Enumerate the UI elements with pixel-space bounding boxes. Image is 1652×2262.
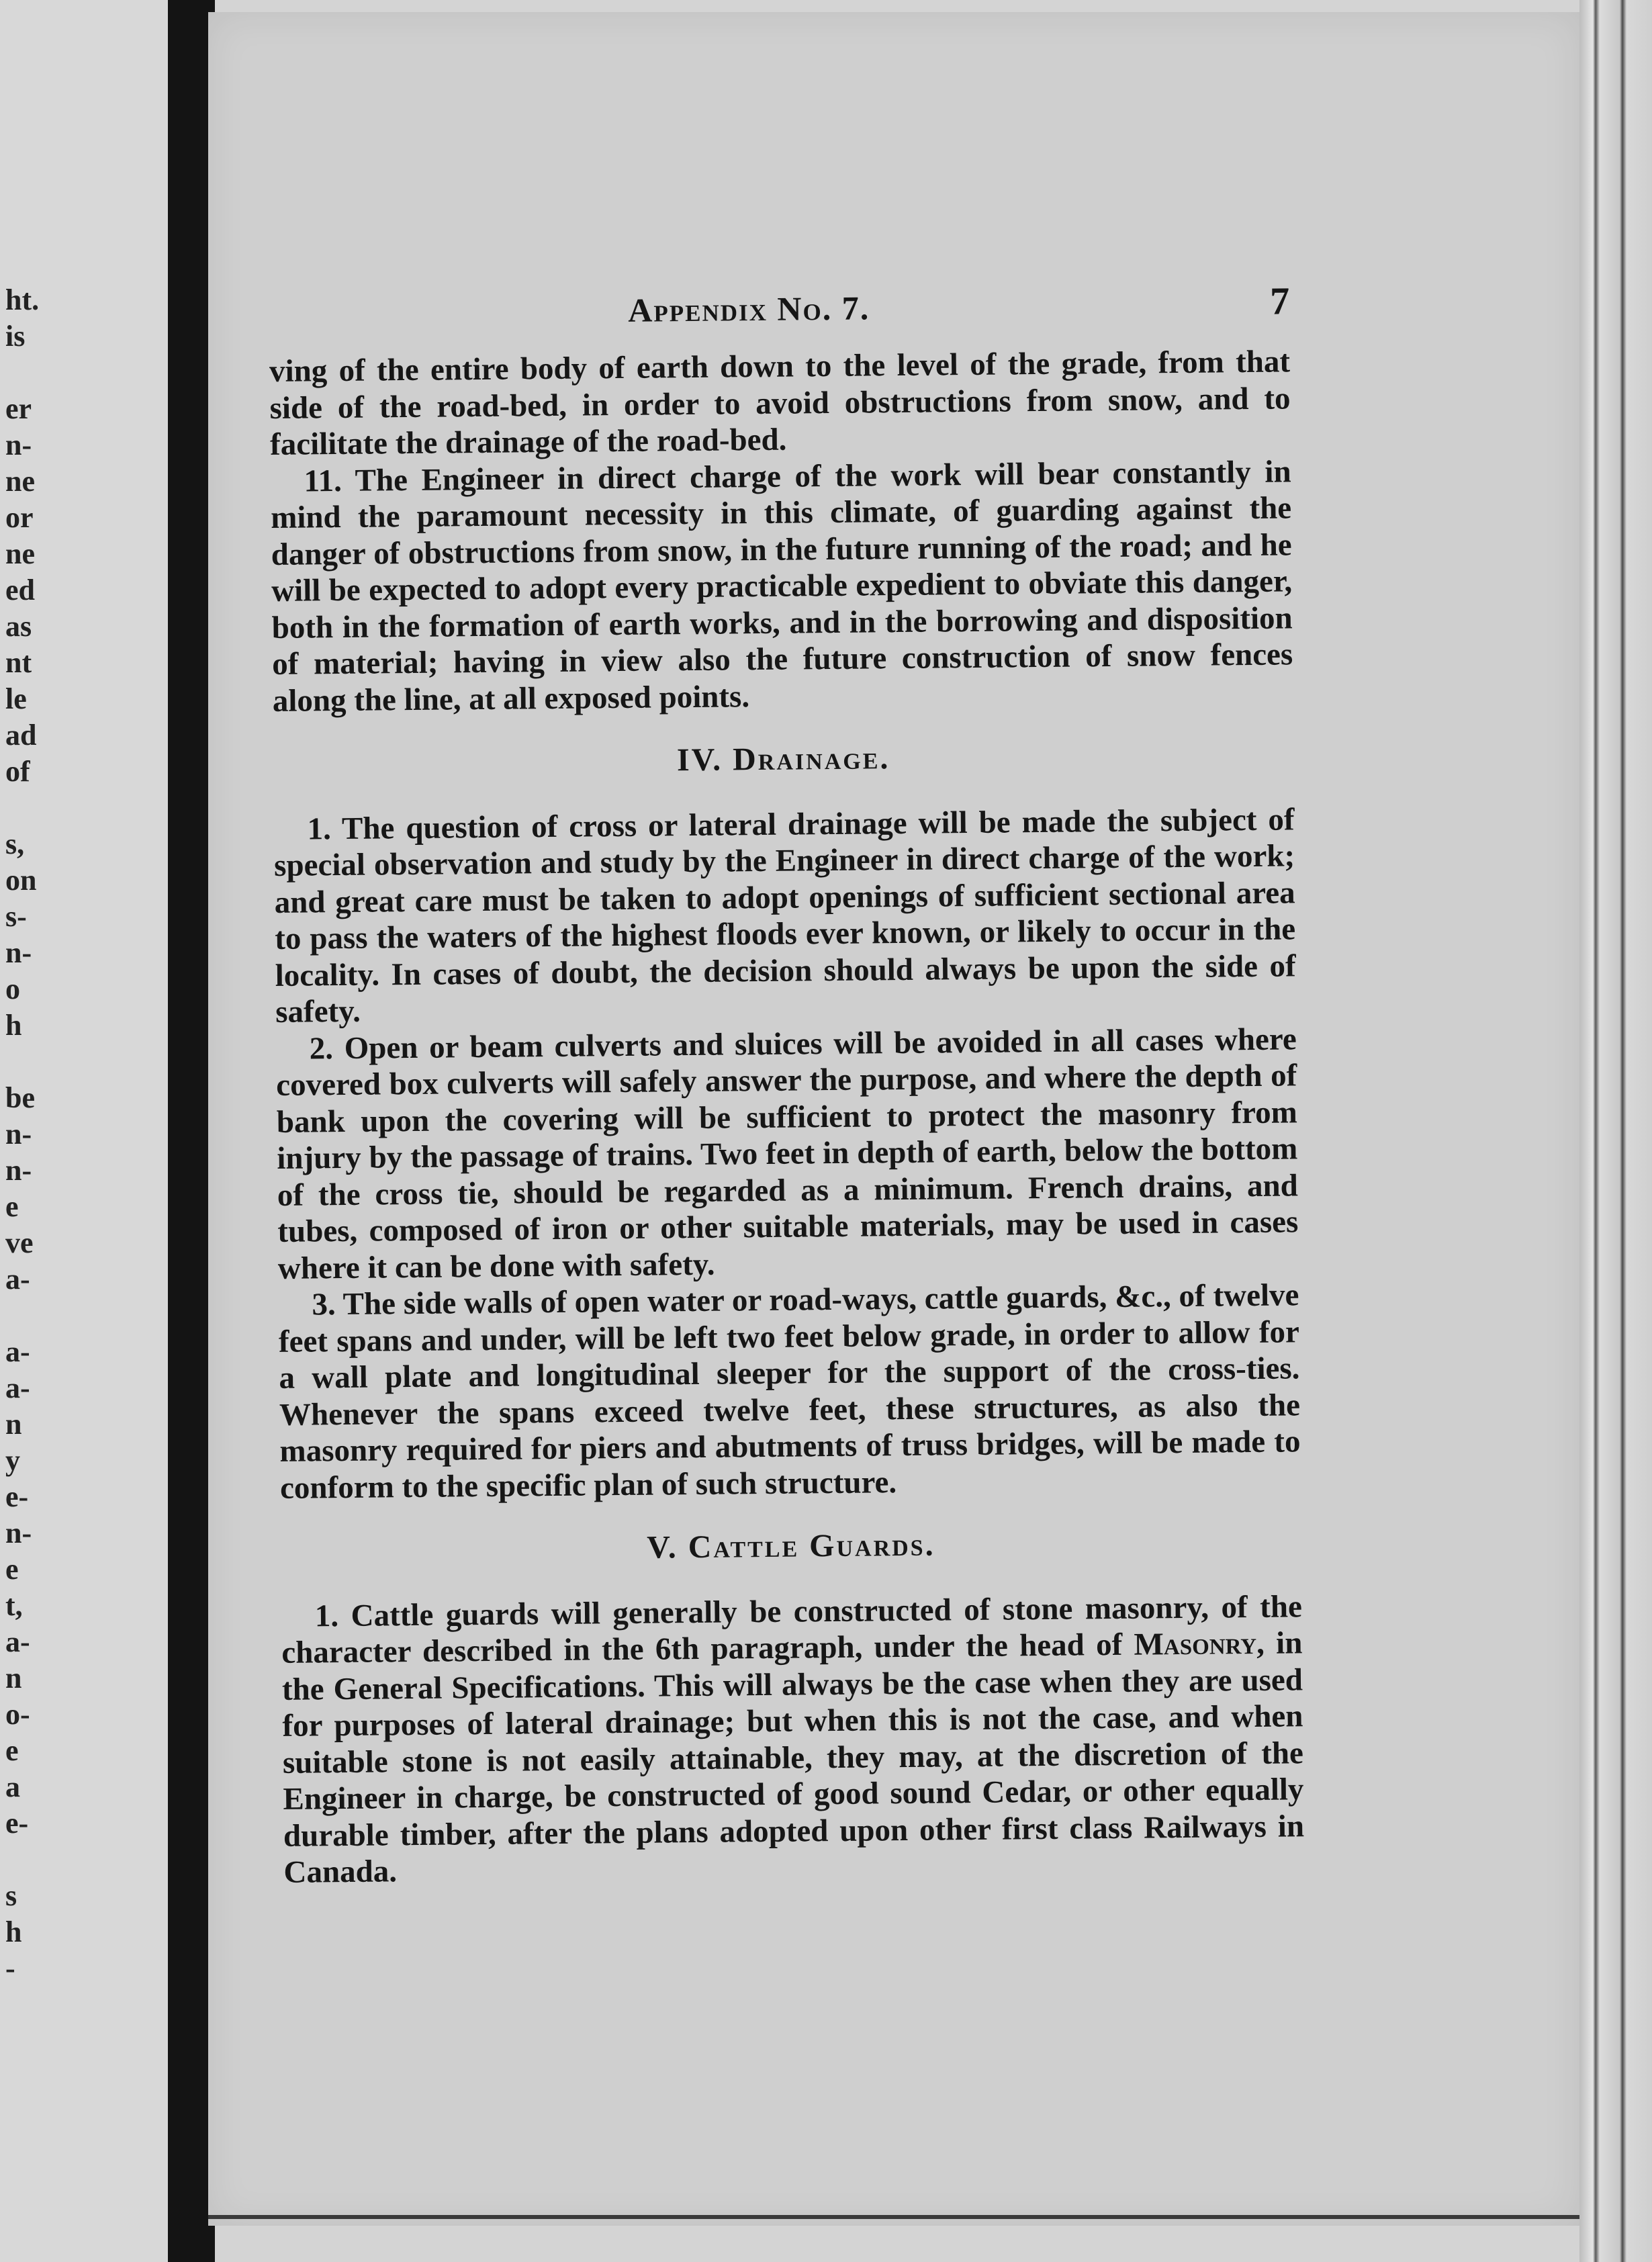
facing-page-fragment: e- — [5, 1807, 29, 1840]
facing-page-fragment: o- — [5, 1698, 30, 1731]
facing-page-fragment — [5, 1298, 167, 1334]
facing-page-fragment: ed — [5, 574, 35, 606]
facing-page-fragment: ve — [5, 1226, 34, 1259]
facing-page — [0, 0, 169, 2262]
facing-page-fragment: a- — [5, 1371, 30, 1404]
page-edge-stack — [1579, 0, 1652, 2262]
facing-page-fragment — [5, 355, 167, 391]
facing-page-fragment: a — [5, 1770, 20, 1803]
paragraph-text: 1. Cattle guards will generally be constructed of stone masonry, of the character described in the 6th paragraph, under the head of — [281, 1588, 1303, 1670]
facing-page-fragment: a- — [5, 1625, 30, 1658]
facing-page-fragment: e — [5, 1190, 19, 1223]
page-bottom-edge — [208, 2215, 1579, 2219]
section-heading-cattle-guards: V. Cattle Guards. — [646, 1527, 935, 1566]
facing-page-fragment: e — [5, 1734, 19, 1767]
facing-page-fragment: as — [5, 610, 32, 643]
facing-page-fragment: e- — [5, 1480, 29, 1513]
facing-page-fragment: n- — [5, 1517, 32, 1549]
facing-page-fragment: le — [5, 682, 27, 715]
facing-page-fragment: y — [5, 1444, 20, 1477]
facing-page-fragment: t, — [5, 1589, 23, 1622]
facing-page-fragment: be — [5, 1081, 35, 1114]
facing-page-fragment: on — [5, 864, 37, 897]
section-heading-drainage: IV. Drainage. — [676, 740, 890, 778]
continued-paragraph: ving of the entire body of earth down to the level of the grade, from that side of the road-bed, in order to avoid obstructions from snow, and to facilitate the drainage of the road-bed. — [269, 344, 1291, 462]
facing-page-fragment: ht. — [5, 283, 40, 316]
facing-page-fragment: h — [5, 1915, 22, 1948]
page-text-block — [269, 279, 1305, 1891]
facing-page-fragment: a- — [5, 1263, 30, 1296]
facing-page-fragment: n- — [5, 936, 32, 969]
facing-page-fragment: s- — [5, 900, 27, 933]
facing-page-fragment: of — [5, 755, 30, 788]
facing-page-fragment: n- — [5, 1118, 32, 1150]
facing-page-fragment: e — [5, 1553, 19, 1586]
drainage-paragraph-1: 1. The question of cross or lateral drainage will be made the subject of special observation and study by the Engineer in direct charge of the work; and great care must be taken to adopt openings of sufficient sectional area to pass the waters of the highest floods ever known, or likely to occur in the locality. In cases of doubt, the decision should always be upon the side of safety. — [273, 801, 1296, 1030]
facing-page-fragment: ne — [5, 537, 35, 570]
facing-page-fragment — [5, 1044, 167, 1080]
facing-page-fragment: nt — [5, 646, 32, 679]
facing-page-fragment: n- — [5, 1154, 32, 1187]
running-head: Appendix No. 7. — [627, 289, 870, 329]
facing-page-fragment: h — [5, 1009, 22, 1042]
paragraph-text: , in the General Specifications. This will always be the case when they are used for purposes of lateral drainage; but when this is not the case, and when suitable stone is not easily attainable, they may, at the discretion of the Engineer in charge, be constructed of good sound Cedar, or other equally durable timber, after the plans adopted upon other first class Railways in Canada. — [281, 1625, 1305, 1890]
cattle-guards-paragraph-1 — [281, 1588, 1305, 1891]
facing-page-fragment: er — [5, 392, 32, 425]
facing-page-fragment: is — [5, 320, 26, 353]
facing-page-fragment — [5, 1842, 167, 1878]
facing-page-text-fragments — [5, 282, 167, 1987]
facing-page-fragment: n — [5, 1408, 22, 1441]
facing-page-fragment: n- — [5, 428, 32, 461]
masonry-term: Masonry — [1134, 1625, 1257, 1662]
facing-page-fragment: ne — [5, 465, 35, 498]
drainage-paragraph-3: 3. The side walls of open water or road-ways, cattle guards, &c., of twelve feet spans and under, will be left two feet below grade, in order to allow for a wall plate and longitudinal sleeper for the support of the cross-ties. Whenever the spans exceed twelve feet, these structures, as also the masonry required for piers and abutments of truss bridges, will be made to conform to the specific plan of such structure. — [278, 1277, 1301, 1506]
drainage-paragraph-2: 2. Open or beam culverts and sluices will be avoided in all cases where covered box culverts will safely answer the purpose, and where the depth of bank upon the covering will be sufficient to protect the masonry from injury by the passage of trains. Two feet in depth of earth, below the bottom of the cross tie, should be regarded as a minimum. French drains, and tubes, composed of iron or other suitable materials, may be used in cases where it can be done with safety. — [276, 1021, 1299, 1286]
paragraph-11: 11. The Engineer in direct charge of the work will bear constantly in mind the paramount necessity in this climate, of guarding against the danger of obstructions from snow, in the future running of the road; and he will be expected to adopt every practicable expedient to obviate this danger, both in the formation of earth works, and in the borrowing and disposition of material; having in view also the future construction of snow fences along the line, at all exposed points. — [270, 453, 1293, 719]
facing-page-fragment: n — [5, 1662, 22, 1694]
page-header — [269, 279, 1290, 349]
facing-page-fragment: or — [5, 501, 34, 534]
facing-page-fragment: s — [5, 1879, 17, 1912]
facing-page-fragment: a- — [5, 1335, 30, 1368]
facing-page-fragment: s, — [5, 827, 25, 860]
facing-page-fragment: ad — [5, 719, 37, 752]
page-number: 7 — [1269, 279, 1290, 323]
facing-page-fragment: - — [5, 1952, 15, 1985]
facing-page-fragment: o — [5, 972, 20, 1005]
facing-page-fragment — [5, 790, 167, 826]
